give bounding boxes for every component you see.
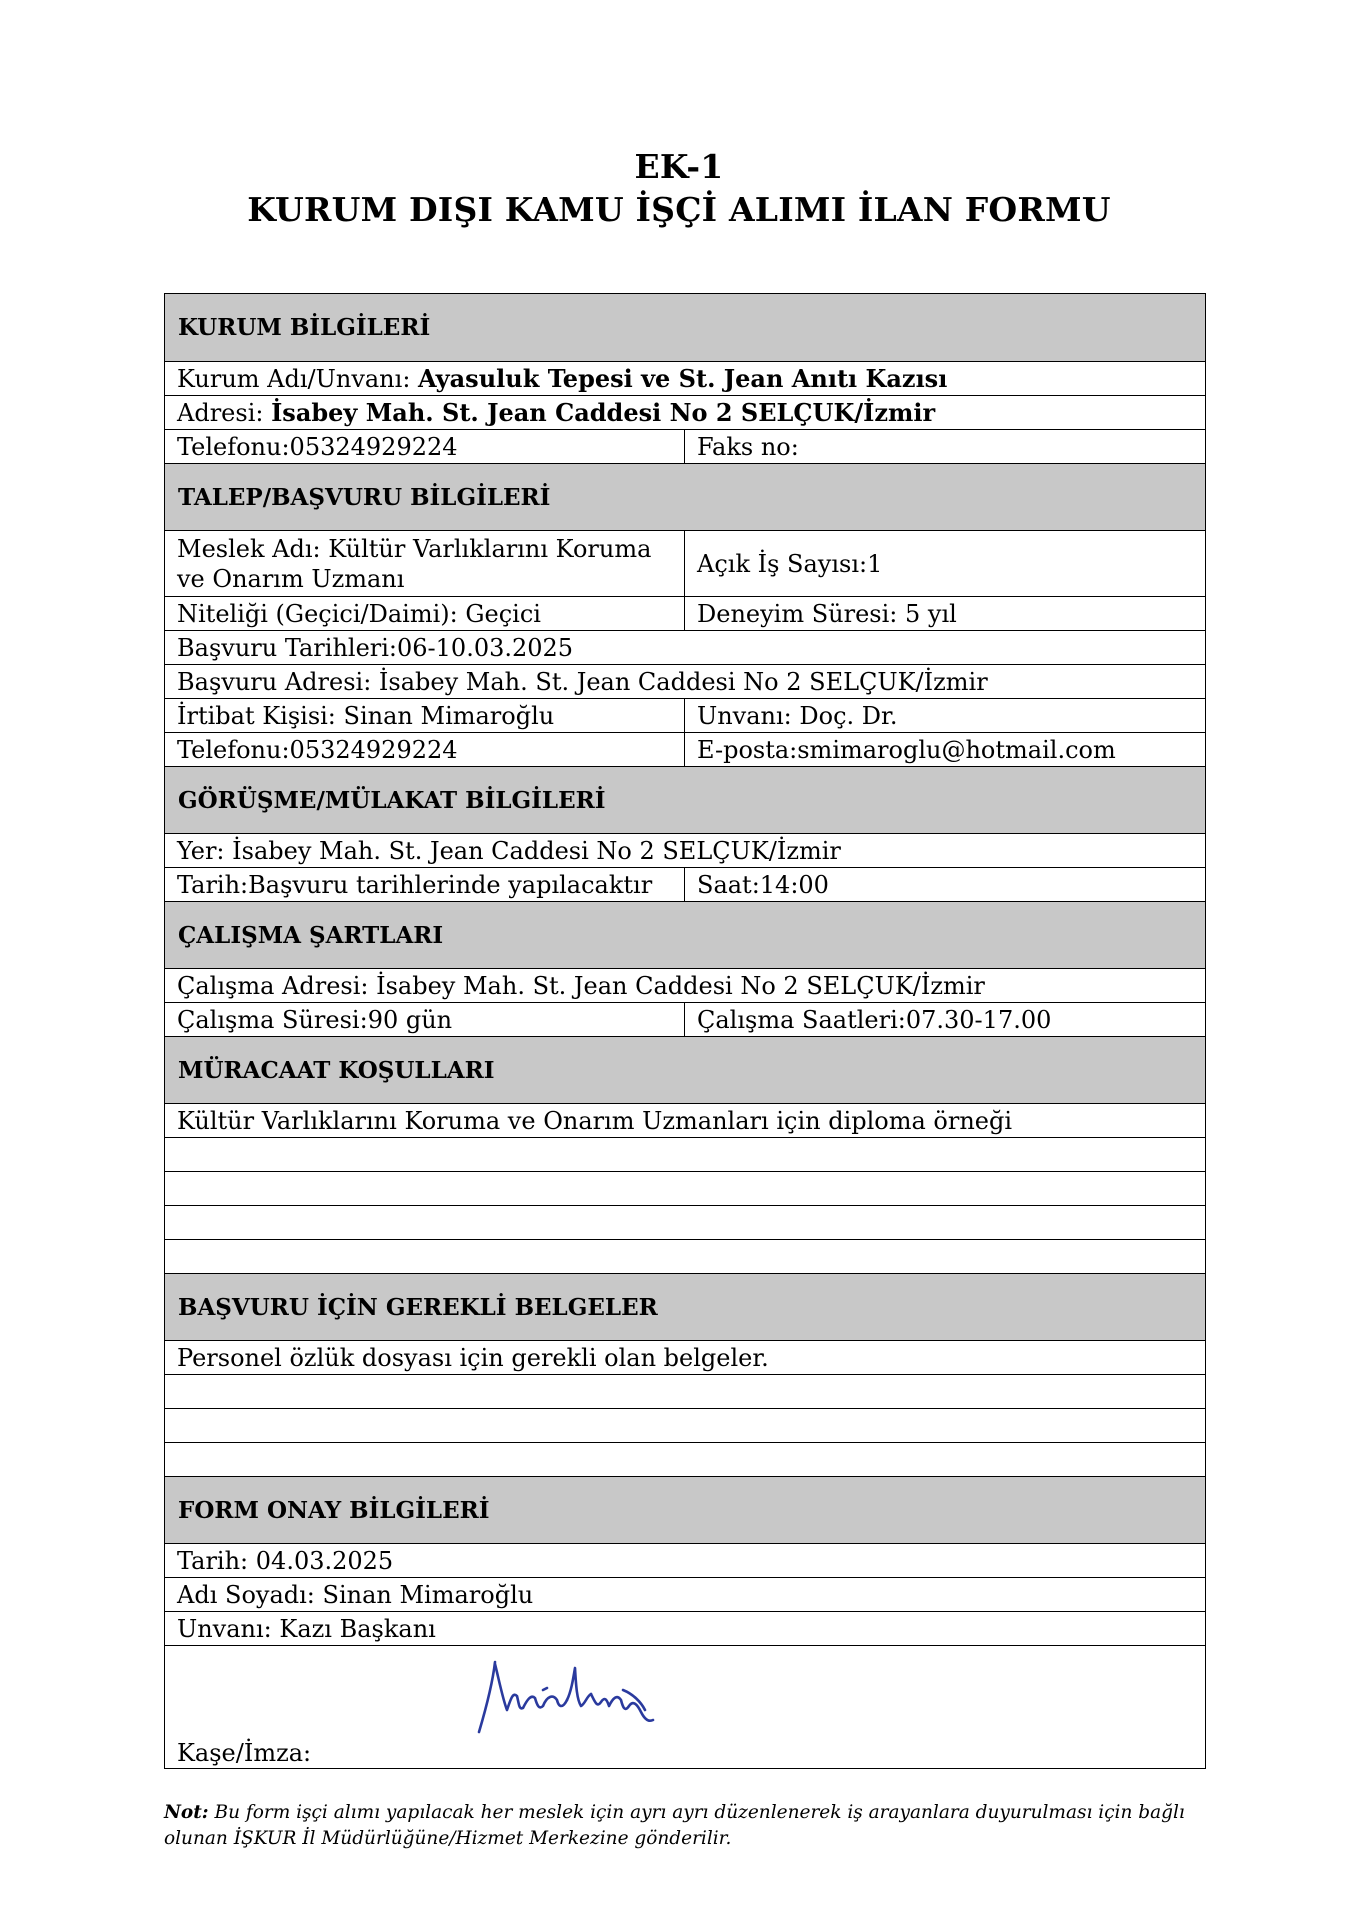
muracaat-line-1: Kültür Varlıklarını Koruma ve Onarım Uzmanları için diploma örneği: [177, 1106, 1013, 1135]
section-heading: ÇALIŞMA ŞARTLARI: [178, 921, 444, 949]
signature-area: [165, 1645, 1205, 1768]
form-row: [165, 833, 1205, 867]
kase-imza-label: Kaşe/İmza:: [177, 1739, 312, 1767]
kurum-adi-field: [165, 362, 1205, 395]
field-value: Ayasuluk Tepesi ve St. Jean Anıtı Kazısı: [418, 363, 948, 393]
footnote: [164, 1800, 1214, 1852]
calisma-adresi-field: Çalışma Adresi: İsabey Mah. St. Jean Caddesi No 2 SELÇUK/İzmir: [177, 971, 985, 1000]
empty-row: [165, 1408, 1205, 1442]
empty-row: [165, 1442, 1205, 1476]
empty-row: [165, 1374, 1205, 1408]
field-label: Kurum Adı/Unvanı:: [177, 364, 419, 393]
form-row: [165, 1611, 1205, 1645]
basvuru-tarihleri-field: Başvuru Tarihleri:06-10.03.2025: [177, 633, 574, 662]
niteligi-field: Niteliği (Geçici/Daimi): Geçici: [165, 597, 685, 630]
section-gorusme: [165, 766, 1205, 833]
gorusme-tarih-field: Tarih:Başvuru tarihlerinde yapılacaktır: [165, 868, 685, 901]
acik-is-sayisi-field: Açık İş Sayısı:1: [697, 549, 883, 578]
section-heading: GÖRÜŞME/MÜLAKAT BİLGİLERİ: [178, 786, 606, 814]
section-heading: FORM ONAY BİLGİLERİ: [178, 1496, 490, 1524]
irtibat-unvan-field: Unvanı: Doç. Dr.: [697, 701, 898, 730]
section-muracaat: [165, 1036, 1205, 1103]
empty-row: [165, 1171, 1205, 1205]
note-label: Not:: [164, 1802, 209, 1823]
handwritten-signature: [473, 1650, 663, 1745]
form-row: [165, 1340, 1205, 1374]
form-row: [165, 732, 1205, 766]
section-onay: [165, 1476, 1205, 1543]
deneyim-suresi-field: Deneyim Süresi: 5 yıl: [697, 599, 957, 628]
form-row: [165, 630, 1205, 664]
section-calisma: [165, 901, 1205, 968]
form-row: [165, 530, 1205, 596]
meslek-adi-field: Meslek Adı: Kültür Varlıklarını Koruma ve Onarım Uzmanı: [165, 531, 685, 596]
form-row: [165, 1543, 1205, 1577]
talep-telefon-field: Telefonu:05324929224: [165, 733, 685, 766]
onay-unvan-field: Unvanı: Kazı Başkanı: [177, 1614, 436, 1643]
calisma-saatleri-field: Çalışma Saatleri:07.30-17.00: [697, 1005, 1052, 1034]
empty-row: [165, 1137, 1205, 1171]
form-row: [165, 698, 1205, 732]
onay-tarih-field: Tarih: 04.03.2025: [177, 1546, 394, 1575]
form-row: [165, 429, 1205, 463]
section-kurum: [165, 294, 1205, 361]
field-label: Adresi:: [177, 398, 272, 427]
form-row: [165, 1577, 1205, 1611]
section-heading: TALEP/BAŞVURU BİLGİLERİ: [178, 483, 551, 511]
belgeler-line-1: Personel özlük dosyası için gerekli olan belgeler.: [177, 1343, 769, 1372]
note-text: Bu form işçi alımı yapılacak her meslek için ayrı ayrı düzenlenerek iş arayanlara duyurulması için bağlı olunan İŞKUR İl Müdürlüğüne/Hizmet Merkezine gönderilir.: [164, 1802, 1191, 1849]
form-row: [165, 1002, 1205, 1036]
calisma-suresi-field: Çalışma Süresi:90 gün: [165, 1003, 685, 1036]
form-row: [165, 968, 1205, 1002]
empty-row: [165, 1239, 1205, 1273]
kurum-faks-field: Faks no:: [697, 432, 799, 461]
form-row: [165, 1103, 1205, 1137]
gorusme-yer-field: Yer: İsabey Mah. St. Jean Caddesi No 2 SELÇUK/İzmir: [177, 836, 841, 865]
form-row: [165, 867, 1205, 901]
section-talep: [165, 463, 1205, 530]
empty-row: [165, 1205, 1205, 1239]
announcement-form: [164, 293, 1206, 1769]
irtibat-kisisi-field: İrtibat Kişisi: Sinan Mimaroğlu: [165, 699, 685, 732]
field-value: İsabey Mah. St. Jean Caddesi No 2 SELÇUK/İzmir: [271, 397, 936, 427]
form-row: [165, 395, 1205, 429]
eposta-field: E-posta:smimaroglu@hotmail.com: [697, 735, 1116, 764]
basvuru-adresi-field: Başvuru Adresi: İsabey Mah. St. Jean Caddesi No 2 SELÇUK/İzmir: [177, 667, 988, 696]
kurum-adres-field: [165, 396, 1205, 429]
onay-adi-soyadi-field: Adı Soyadı: Sinan Mimaroğlu: [177, 1580, 534, 1609]
section-heading: MÜRACAAT KOŞULLARI: [178, 1056, 495, 1084]
form-row: [165, 664, 1205, 698]
title-line-2: KURUM DIŞI KAMU İŞÇİ ALIMI İLAN FORMU: [247, 190, 1111, 229]
form-row: [165, 596, 1205, 630]
section-heading: KURUM BİLGİLERİ: [178, 314, 431, 341]
form-row: [165, 361, 1205, 395]
kurum-telefon-field: Telefonu:05324929224: [165, 430, 685, 463]
title-line-1: EK-1: [634, 147, 724, 186]
section-heading: BAŞVURU İÇİN GEREKLİ BELGELER: [178, 1293, 658, 1321]
section-belgeler: [165, 1273, 1205, 1340]
gorusme-saat-field: Saat:14:00: [697, 870, 829, 899]
document-title: [0, 145, 1358, 231]
